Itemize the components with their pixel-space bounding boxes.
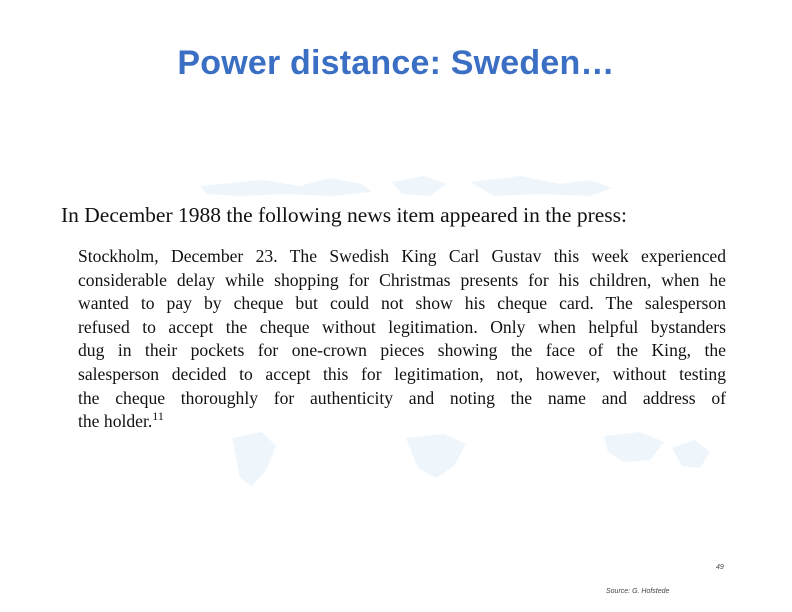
map-land-asia (470, 176, 612, 196)
quote-line: Stockholm, December 23. The Swedish King Carl Gustav this week experienced (78, 246, 726, 266)
news-quote (78, 245, 726, 434)
quote-line: refused to accept the cheque without legitimation. Only when helpful bystanders (78, 316, 726, 337)
map-land-europe (392, 176, 446, 196)
map-land-africa (406, 434, 466, 478)
quote-line: the cheque thoroughly for authenticity and noting the name and address of (78, 387, 726, 408)
quote-line: the holder. (78, 411, 153, 432)
quote-line: considerable delay while shopping for Christmas presents for his children, when he (78, 269, 726, 290)
map-land-oceania (672, 440, 710, 468)
map-land-north-america (200, 178, 372, 196)
page-number: 49 (716, 564, 724, 571)
intro-text: In December 1988 the following news item appeared in the press: (61, 203, 627, 227)
quote-line: dug in their pockets for one-crown pieces showing the face of the King, the (78, 340, 726, 361)
quote-last-line (78, 410, 726, 434)
footnote-marker: 11 (152, 409, 164, 424)
map-land-south-america (232, 432, 276, 486)
slide-title: Power distance: Sweden… (177, 44, 615, 82)
quote-line: salesperson decided to accept this for legitimation, not, however, without testing (78, 363, 726, 384)
source-credit: Source: G. Hofstede (606, 588, 670, 595)
quote-line: wanted to pay by cheque but could not show his cheque card. The salesperson (78, 293, 726, 314)
map-land-australia (604, 432, 664, 462)
